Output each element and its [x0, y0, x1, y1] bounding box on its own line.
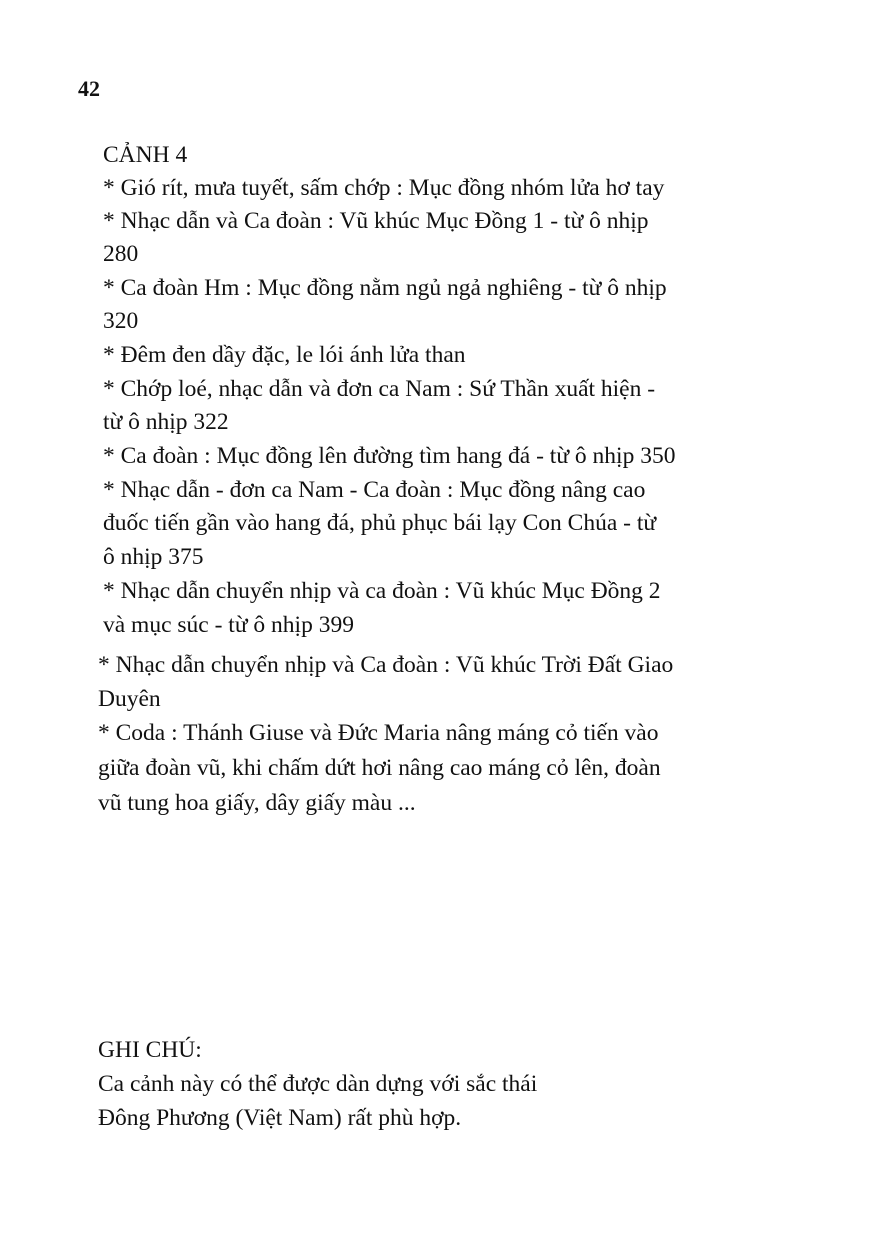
scene-line: 280: [103, 241, 139, 267]
page-number: 42: [78, 76, 100, 101]
scene-line: giữa đoàn vũ, khi chấm dứt hơi nâng cao máng cỏ lên, đoàn: [98, 755, 661, 781]
scene-line: * Nhạc dẫn - đơn ca Nam - Ca đoàn : Mục đồng nâng cao: [103, 477, 646, 503]
scene-line: * Đêm đen dầy đặc, le lói ánh lửa than: [103, 342, 466, 368]
scene-line: * Coda : Thánh Giuse và Đức Maria nâng máng cỏ tiến vào: [98, 720, 659, 746]
scene-line: * Ca đoàn Hm : Mục đồng nằm ngủ ngả nghiêng - từ ô nhịp: [103, 275, 667, 301]
scene-title: CẢNH 4: [103, 142, 188, 168]
scene-line: * Nhạc dẫn chuyển nhịp và Ca đoàn : Vũ khúc Trời Đất Giao: [98, 652, 674, 678]
note-line: Đông Phương (Việt Nam) rất phù hợp.: [98, 1105, 462, 1131]
scene-line: 320: [103, 308, 139, 334]
note-line: Ca cảnh này có thể được dàn dựng với sắc thái: [98, 1071, 538, 1097]
scene-line: * Nhạc dẫn chuyển nhịp và ca đoàn : Vũ khúc Mục Đồng 2: [103, 578, 661, 604]
note-title: GHI CHÚ:: [98, 1037, 202, 1063]
scene-line: * Chớp loé, nhạc dẫn và đơn ca Nam : Sứ Thần xuất hiện -: [103, 376, 656, 402]
scene-line: * Nhạc dẫn và Ca đoàn : Vũ khúc Mục Đồng 1 - từ ô nhịp: [103, 208, 649, 234]
scene-line: đuốc tiến gần vào hang đá, phủ phục bái lạy Con Chúa - từ: [103, 510, 657, 536]
scene-line: * Gió rít, mưa tuyết, sấm chớp : Mục đồng nhóm lửa hơ tay: [103, 175, 665, 201]
scene-line: Duyên: [98, 686, 161, 712]
scene-line: * Ca đoàn : Mục đồng lên đường tìm hang đá - từ ô nhịp 350: [103, 443, 676, 469]
scene-line: từ ô nhịp 322: [103, 409, 229, 435]
scene-line: và mục súc - từ ô nhịp 399: [103, 612, 354, 638]
scene-line: ô nhịp 375: [103, 544, 204, 570]
scene-line: vũ tung hoa giấy, dây giấy màu ...: [98, 790, 416, 816]
